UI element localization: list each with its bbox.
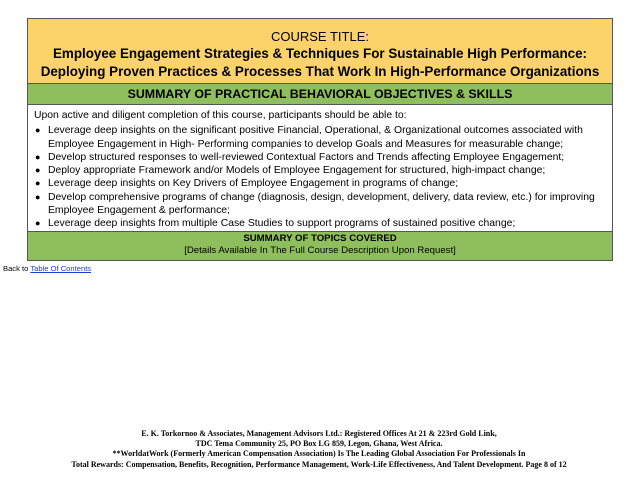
topics-heading: SUMMARY OF TOPICS COVERED (243, 232, 397, 244)
footer-line: E. K. Torkornoo & Associates, Management Advisors Ltd.: Registered Offices At 21 & 223rd Gold Link, (141, 429, 497, 438)
topics-note: [Details Available In The Full Course Description Upon Request] (184, 245, 456, 257)
objectives-heading: SUMMARY OF PRACTICAL BEHAVIORAL OBJECTIVES & SKILLS (28, 84, 612, 105)
objective-text: Leverage deep insights on Key Drivers of Employee Engagement in programs of change; (48, 178, 459, 190)
objective-text: Develop comprehensive programs of change (diagnosis, design, development, delivery, data review, etc.) for improving Employee Engagement & performance; (48, 191, 595, 217)
table-of-contents-link[interactable]: Table Of Contents (30, 264, 92, 273)
objective-item (34, 191, 608, 218)
bullet-icon: ● (35, 165, 41, 176)
bullet-icon: ● (35, 191, 41, 202)
objectives-list (34, 124, 608, 230)
objective-text: Leverage deep insights from multiple Case Studies to support programs of sustained positive change; (48, 218, 516, 230)
objective-text: Deploy appropriate Framework and/or Models of Employee Engagement for structured, high-impact change; (48, 165, 546, 177)
topics-section (28, 231, 612, 260)
footer-line: Total Rewards: Compensation, Benefits, Recognition, Performance Management, Work-Life Effectiveness, And Talent Development. Page 8 of 12 (71, 459, 567, 469)
objectives-intro: Upon active and diligent completion of this course, participants should be able to: (34, 110, 407, 121)
page-footer (0, 429, 638, 470)
back-to-toc (3, 264, 91, 273)
bullet-icon: ● (35, 151, 41, 162)
course-title-label: COURSE TITLE: (270, 29, 369, 44)
course-title: Employee Engagement Strategies & Techniques For Sustainable High Performance: Deploying Proven Practices & Processes That Work In High-Performance Organizations (40, 46, 600, 79)
bullet-icon: ● (35, 125, 41, 136)
objective-item (34, 177, 608, 190)
back-prefix: Back to (3, 264, 31, 273)
objective-item (34, 151, 608, 164)
objective-item (34, 164, 608, 177)
objective-item (34, 124, 608, 151)
course-title-cell (28, 19, 612, 84)
bullet-icon: ● (35, 218, 41, 229)
objective-text: Leverage deep insights on the significant positive Financial, Operational, & Organizational outcomes associated with Employee Engagement in High- Performing companies to develop Goals and Measures for measurable change; (48, 125, 583, 150)
objectives-body (28, 105, 612, 231)
footer-line: TDC Tema Community 25, PO Box LG 859, Legon, Ghana, West Africa. (195, 439, 443, 449)
course-summary-table (27, 18, 613, 261)
objective-text: Develop structured responses to well-reviewed Contextual Factors and Trends affecting Employee Engagement; (48, 151, 565, 163)
objective-item (34, 217, 608, 230)
bullet-icon: ● (35, 178, 41, 189)
footer-line: **WorldatWork (Formerly American Compensation Association) Is The Leading Global Association For Professionals In (112, 449, 526, 459)
